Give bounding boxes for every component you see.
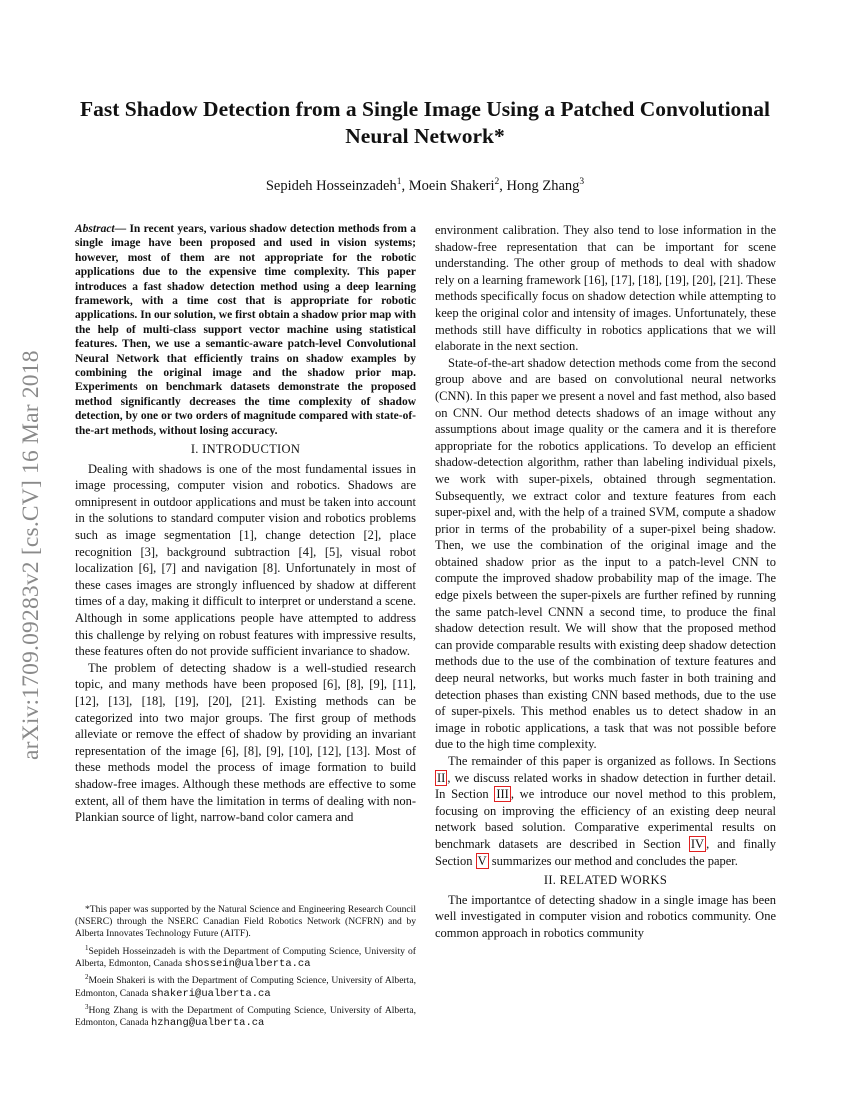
paragraph-text: summarizes our method and concludes the paper.	[488, 853, 738, 868]
author-affiliation-mark: 1	[396, 177, 402, 187]
footnote-author-1	[75, 942, 416, 971]
author-name: Moein Shakeri	[408, 177, 495, 194]
abstract-text: — In recent years, various shadow detection methods from a single image have been proposed and used in vision systems; however, most of them are not appropriate for the robotic applications due to the expensive time complexity. This paper introduces a fast shadow detection method using a deep learning framework, with a time cost that is appropriate for robotic applications. In our solution, we first obtain a shadow prior map with the help of multi-class support vector machine using statistical features. Then, we use a semantic-aware patch-level Convolutional Neural Network that efficiently trains on shadow examples by combining the original image and the shadow prior map. Experiments on benchmark datasets demonstrate the proposed method significantly decreases the time complexity of shadow detection, by one or two orders of magnitude compared with state-of-the-art methods, without losing accuracy.	[75, 223, 416, 437]
footnote-author-2	[75, 971, 416, 1000]
paragraph-outline	[435, 753, 776, 869]
footnotes	[75, 904, 416, 1030]
section-link-iv[interactable]: IV	[690, 836, 705, 851]
paragraph-text: , and finally Section	[435, 836, 776, 868]
paragraph-text: , we introduce our novel method to this problem, focusing on improving the efficiency of an existing deep neural network based solution. Comparative experimental results on benchmark datasets are described in Section	[435, 787, 776, 851]
section-link-ii[interactable]: II	[437, 770, 446, 785]
footnote-text: Hong Zhang is with the Department of Computing Science, University of Alberta, Edmonton, Canada	[75, 1004, 416, 1029]
paragraph: The problem of detecting shadow is a well-studied research topic, and many methods have been proposed [6], [8], [9], [11], [12], [13], [18], [19], [20], [21]. Existing methods can be categorized into two major groups. The first group of methods alleviate or remove the effect of shadow by providing an invariant representation of the image [6], [8], [9], [10], [12], [13]. Most of these methods model the process of image formation to build shadow-free images. Although these methods are effective to some extent, all of them have the limitation in terms of dealing with non-Plankian source of light, narrow-band color camera and	[75, 660, 416, 825]
section-heading-introduction: I. INTRODUCTION	[190, 442, 301, 457]
email-link[interactable]: shossein@ualberta.ca	[184, 958, 311, 970]
footnote-funding	[75, 904, 416, 941]
footnote-author-3	[75, 1001, 416, 1030]
author-name: Hong Zhang	[506, 177, 580, 194]
abstract	[75, 222, 416, 438]
paragraph: environment calibration. They also tend to lose information in the shadow-free representation that can be important for scene understanding. The other group of methods to deal with shadow rely on a learning framework [16], [17], [18], [19], [20], [21]. These methods specifically focus on shadow detection while attempting to keep the original color and intensity of images. Unfortunately, these methods still have difficulty in robotics applications that we will elaborate in the next section.	[435, 223, 776, 354]
email-link[interactable]: hzhang@ualberta.ca	[150, 1017, 265, 1030]
section-heading-related-works: II. RELATED WORKS	[543, 873, 668, 888]
author-list: Sepideh Hosseinzadeh$^1$, Moein Shakeri$^2$, Hong Zhang$^3$	[265, 177, 585, 194]
section-link-v[interactable]: V	[477, 853, 487, 868]
abstract-lead: Abstract	[75, 223, 115, 235]
author-affiliation-mark: 3	[579, 177, 585, 187]
author-affiliation-mark: 2	[494, 177, 500, 187]
footnote-text: Sepideh Hosseinzadeh is with the Department of Computing Science, University of Alberta, Edmonton, Canada	[75, 945, 416, 969]
arxiv-identifier-stamp: arXiv:1709.09283v2 [cs.CV] 16 Mar 2018	[18, 350, 44, 760]
left-column	[75, 222, 416, 826]
paragraph: Dealing with shadows is one of the most fundamental issues in image processing, computer vision and robotics. Shadows are omnipresent in outdoor applications and must be taken into account in the solutions to standard computer vision and robotics problems such as image segmentation [1], change detection [2], place recognition [3], background subtraction [4], [5], visual robot localization [6], [7] and navigation [8]. Unfortunately in most of these cases images are strongly influenced by shadow at different times of a day, making it difficult to interpret or understand a scene. Although in some applications people have attempted to address this challenge by relying on robust features with impressive results, these features often do not provide sufficient invariance to shadow.	[75, 461, 416, 659]
paragraph: The importantce of detecting shadow in a single image has been well investigated in computer vision and robotics community. One common approach in robotics community	[435, 892, 776, 940]
footnote-text: Moein Shakeri is with the Department of Computing Science, University of Alberta, Edmonton, Canada	[75, 975, 416, 999]
paragraph-text: , we discuss related works in shadow detection in further detail. In Section	[435, 770, 776, 802]
author-name: Sepideh Hosseinzadeh	[265, 177, 397, 194]
section-link-iii[interactable]: III	[496, 787, 509, 802]
paper-title: Fast Shadow Detection from a Single Image Using a Patched Convolutional Neural Network*	[79, 97, 770, 148]
paragraph-text: The remainder of this paper is organized as follows. In Sections	[448, 754, 776, 768]
footnote-text: *This paper was supported by the Natural Science and Engineering Research Council (NSERC) through the NSERC Canadian Field Robotics Network (NCFRN) and by Alberta Innovates Technology Future (AITF).	[75, 904, 416, 940]
footnote-mark: 1	[85, 943, 89, 952]
footnote-mark: 2	[85, 973, 89, 982]
paragraph: State-of-the-art shadow detection methods come from the second group above and are based on convolutional neural networks (CNN). In this paper we present a novel and fast method, also based on CNN. Our method detects shadows of an image without any assumptions about image quality or the camera and it is therefore appropriate for the robotics applications. To develop an efficient shadow-detection algorithm, rather than labeling individual pixels, we work with super-pixels, obtained through segmentation. Subsequently, we extract color and texture features from each super-pixel and, with the help of a trained SVM, compute a shadow prior in terms of the probability of a super-pixel being shadow. Then, we use the combination of the original image and the obtained shadow prior as the input to a patch-level CNN to compute the improved shadow probability map of the image. The edge pixels between the super-pixels are further refined by running the same patch-level CNNN a second time, to produce the final shadow detection result. We will show that the proposed method can provide comparable results with existing deep shadow detection methods due to the use of the combination of texture features and deep neural networks, but works much faster in both training and detection phases than existing CNN based methods, due to the use of super-pixels. This method enables us to detect shadow in an image in robotic applications, a task that was not possible before due to the high time complexity.	[435, 355, 776, 752]
right-column	[435, 222, 776, 942]
footnote-mark: 3	[85, 1002, 89, 1011]
email-link[interactable]: shakeri@ualberta.ca	[150, 987, 271, 1000]
